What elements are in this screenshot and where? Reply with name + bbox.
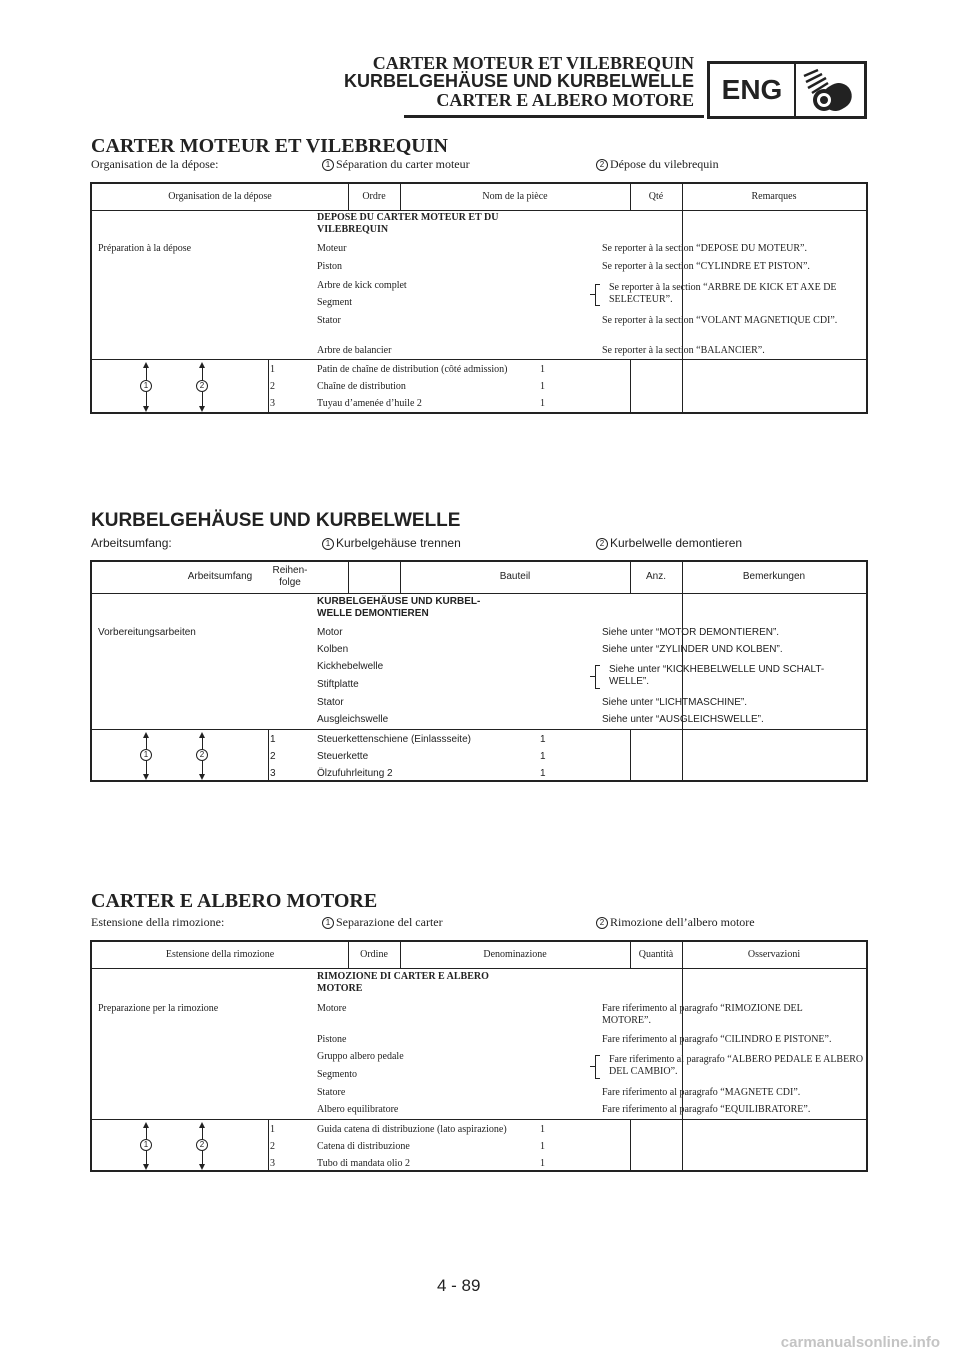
prep-remark: Fare riferimento al paragrafo “CILINDRO E PISTONE”. (602, 1034, 832, 1045)
col-header-scope: Arbeitsumfang (187, 571, 253, 582)
part-qty: 1 (540, 1141, 545, 1152)
step-1-marker-icon: 1 (322, 917, 334, 929)
remark-bracket (595, 665, 600, 689)
step-2-marker-icon: 2 (596, 538, 608, 550)
prep-remark: Se reporter à la section “CYLINDRE ET PISTON”. (602, 261, 810, 272)
prep-item: Piston (317, 261, 343, 272)
col-header-part: Denominazione (483, 949, 547, 960)
step-1-marker-icon: 1 (322, 159, 334, 171)
step-2-marker-icon: 2 (596, 159, 608, 171)
remark-bracket (595, 284, 600, 306)
step-1-marker-icon: 1 (322, 538, 334, 550)
prep-item: Kolben (317, 644, 349, 655)
scope-step2-it: 2 Rimozione dell’albero motore (596, 915, 755, 930)
col-header-qty: Qté (648, 191, 664, 202)
step-1-arrow-icon: 1 (140, 380, 152, 392)
header-title-fr: CARTER MOTEUR ET VILEBREQUIN (372, 53, 694, 73)
prep-item: Kickhebelwelle (317, 661, 384, 672)
removal-table-fr (90, 182, 868, 414)
col-header-remarks: Remarques (751, 191, 797, 202)
prep-item: Segmento (317, 1069, 357, 1080)
prep-item: Segment (317, 297, 352, 308)
prep-item: Motor (317, 627, 343, 638)
col-header-order: Reihen- folge (272, 565, 308, 588)
col-header-part: Bauteil (499, 571, 531, 582)
section-title-de: KURBELGEHÄUSE UND KURBELWELLE (91, 510, 461, 531)
scope-step1-de: 1 Kurbelgehäuse trennen (322, 536, 461, 550)
part-name: Patin de chaîne de distribution (côté admission) (317, 364, 508, 375)
part-name: Guida catena di distribuzione (lato aspirazione) (317, 1124, 507, 1135)
header-rule (404, 115, 704, 118)
prep-remark: Se reporter à la section “BALANCIER”. (602, 345, 765, 356)
prep-item: Ausgleichswelle (317, 714, 389, 725)
scope-step2-fr: 2 Dépose du vilebrequin (596, 157, 719, 172)
prep-item: Stator (317, 697, 344, 708)
part-order: 1 (270, 734, 276, 745)
prep-item: Pistone (317, 1034, 347, 1045)
part-order: 3 (270, 1158, 275, 1169)
prep-label: Préparation à la dépose (98, 243, 192, 254)
prep-item: Gruppo albero pedale (317, 1051, 404, 1062)
part-name: Tubo di mandata olio 2 (317, 1158, 410, 1169)
part-name: Chaîne de distribution (317, 381, 406, 392)
scope-step1-fr: 1 Séparation du carter moteur (322, 157, 470, 172)
eng-badge-label: ENG (710, 64, 796, 116)
col-header-order: Ordine (360, 949, 388, 960)
part-qty: 1 (540, 364, 545, 375)
step-2-arrow-icon: 2 (196, 380, 208, 392)
scope-label-de: Arbeitsumfang: (91, 536, 172, 550)
prep-heading: KURBELGEHÄUSE UND KURBEL- WELLE DEMONTIEREN (317, 596, 481, 619)
part-qty: 1 (540, 1124, 545, 1135)
scope-label-fr: Organisation de la dépose: (91, 157, 219, 171)
part-order: 3 (270, 768, 276, 779)
section-title-it: CARTER E ALBERO MOTORE (91, 890, 378, 912)
part-qty: 1 (540, 768, 546, 779)
prep-remark: Siehe unter “MOTOR DEMONTIEREN”. (602, 627, 780, 638)
part-order: 2 (270, 1141, 275, 1152)
removal-table-it (90, 940, 868, 1172)
col-header-remarks: Osservazioni (747, 949, 801, 960)
header-title-de: KURBELGEHÄUSE UND KURBELWELLE (343, 71, 694, 91)
scope-step2-de: 2 Kurbelwelle demontieren (596, 536, 742, 550)
step-1-arrow-icon: 1 (140, 1139, 152, 1151)
prep-remark: Fare riferimento al paragrafo “ALBERO PEDALE E ALBERO DEL CAMBIO”. (609, 1054, 864, 1077)
part-qty: 1 (540, 734, 546, 745)
step-2-marker-icon: 2 (596, 917, 608, 929)
prep-remark: Siehe unter “AUSGLEICHSWELLE”. (602, 714, 764, 725)
part-qty: 1 (540, 381, 545, 392)
removal-table-de (90, 560, 868, 782)
col-header-remarks: Bemerkungen (742, 571, 806, 582)
part-qty: 1 (540, 398, 545, 409)
part-name: Catena di distribuzione (317, 1141, 410, 1152)
section-title-fr: CARTER MOTEUR ET VILEBREQUIN (91, 135, 448, 157)
part-order: 1 (270, 364, 275, 375)
prep-remark: Siehe unter “KICKHEBELWELLE UND SCHALT- WELLE”. (609, 664, 825, 687)
col-header-order: Ordre (362, 191, 386, 202)
prep-item: Arbre de balancier (317, 345, 392, 356)
prep-label: Preparazione per la rimozione (98, 1003, 219, 1014)
col-header-scope: Estensione della rimozione (165, 949, 275, 960)
prep-label: Vorbereitungsarbeiten (98, 627, 196, 638)
part-order: 3 (270, 398, 275, 409)
scope-label-it: Estensione della rimozione: (91, 915, 225, 929)
prep-item: Arbre de kick complet (317, 280, 407, 291)
part-order: 2 (270, 751, 276, 762)
page-number: 4 - 89 (437, 1276, 481, 1295)
step-2-arrow-icon: 2 (196, 749, 208, 761)
prep-item: Stator (317, 315, 341, 326)
col-header-qty: Quantità (638, 949, 674, 960)
scope-step1-it: 1 Separazione del carter (322, 915, 443, 930)
prep-remark: Se reporter à la section “ARBRE DE KICK ET AXE DE SELECTEUR”. (609, 282, 837, 305)
prep-remark: Se reporter à la section “DEPOSE DU MOTEUR”. (602, 243, 807, 254)
remark-bracket (595, 1055, 600, 1079)
prep-remark: Siehe unter “ZYLINDER UND KOLBEN”. (602, 644, 783, 655)
prep-remark: Fare riferimento al paragrafo “RIMOZIONE DEL MOTORE”. (602, 1003, 803, 1026)
part-name: Steuerkette (317, 751, 369, 762)
prep-item: Stiftplatte (317, 679, 359, 690)
part-qty: 1 (540, 751, 546, 762)
prep-heading: DEPOSE DU CARTER MOTEUR ET DU VILEBREQUIN (317, 212, 499, 235)
prep-heading: RIMOZIONE DI CARTER E ALBERO MOTORE (317, 971, 489, 994)
step-1-arrow-icon: 1 (140, 749, 152, 761)
eng-badge (707, 61, 867, 119)
prep-remark: Fare riferimento al paragrafo “EQUILIBRATORE”. (602, 1104, 811, 1115)
header-title-it: CARTER E ALBERO MOTORE (436, 90, 694, 110)
col-header-scope: Organisation de la dépose (168, 191, 272, 202)
prep-remark: Siehe unter “LICHTMASCHINE”. (602, 697, 748, 708)
step-2-arrow-icon: 2 (196, 1139, 208, 1151)
col-header-qty: Anz. (645, 571, 666, 582)
part-name: Ölzufuhrleitung 2 (317, 768, 393, 779)
engine-crankshaft-icon (798, 66, 864, 116)
part-name: Tuyau d’amenée d’huile 2 (317, 398, 422, 409)
prep-item: Motore (317, 1003, 347, 1014)
watermark: carmanualsonline.info (780, 1334, 940, 1351)
prep-item: Albero equilibratore (317, 1104, 399, 1115)
prep-item: Moteur (317, 243, 347, 254)
part-order: 1 (270, 1124, 275, 1135)
part-order: 2 (270, 381, 275, 392)
col-header-part: Nom de la pièce (482, 191, 548, 202)
part-name: Steuerkettenschiene (Einlassseite) (317, 734, 471, 745)
prep-remark: Se reporter à la section “VOLANT MAGNETIQUE CDI”. (602, 315, 838, 326)
prep-item: Statore (317, 1087, 346, 1098)
prep-remark: Fare riferimento al paragrafo “MAGNETE CDI”. (602, 1087, 801, 1098)
part-qty: 1 (540, 1158, 545, 1169)
